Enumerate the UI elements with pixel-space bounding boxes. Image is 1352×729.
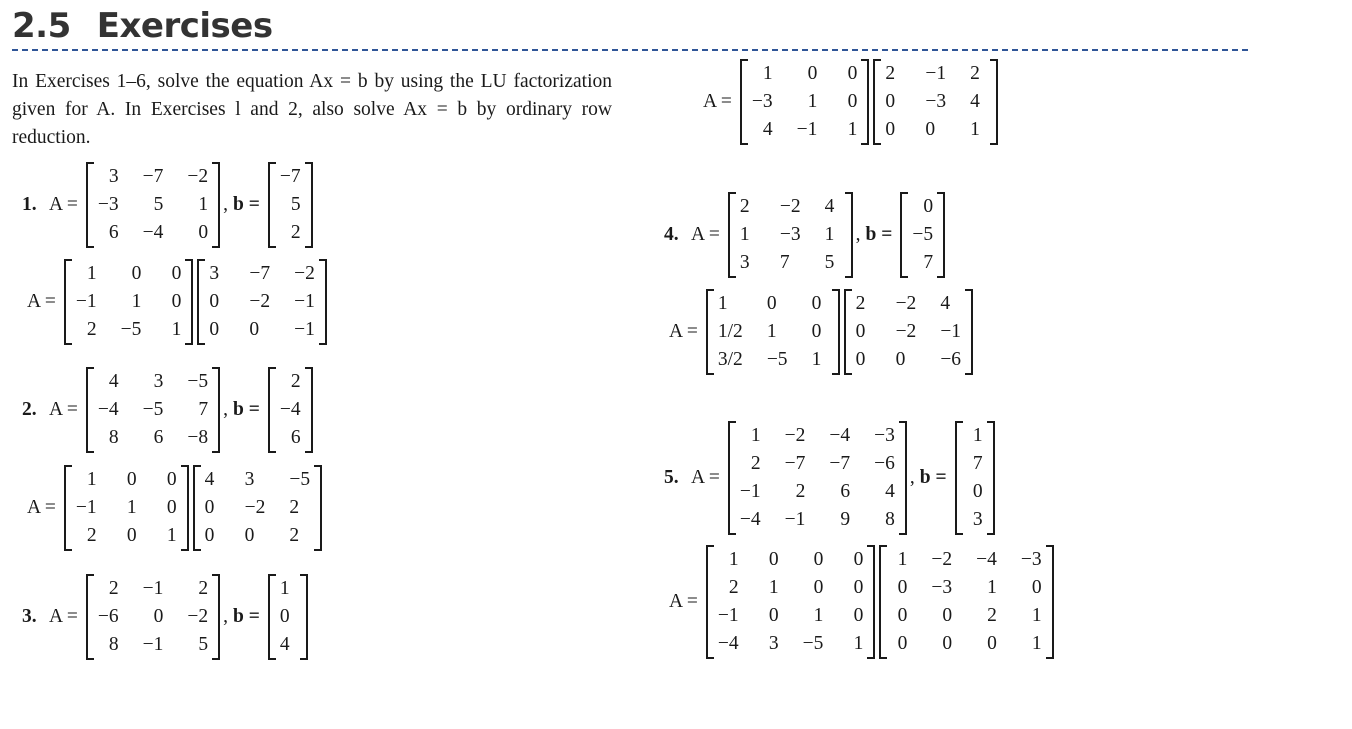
matrix-entry: −1	[796, 119, 818, 140]
a-lhs: A =	[49, 399, 78, 420]
b-lhs: b =	[233, 399, 260, 420]
matrix-entry: −2	[249, 291, 271, 312]
exercise-number: 5.	[664, 467, 679, 488]
matrix-entry: −6	[97, 606, 119, 627]
matrix-entry: 0	[166, 469, 177, 490]
matrix-entry: 1	[987, 577, 997, 598]
matrix-entry: 5	[153, 194, 164, 215]
lu-lhs: A =	[669, 591, 698, 612]
matrix-entry: 7	[923, 252, 934, 273]
matrix-entry: −7	[249, 263, 271, 284]
a-matrix	[728, 195, 853, 275]
section-title	[12, 6, 273, 46]
matrix-entry: 6	[153, 427, 164, 448]
matrix-entry: 0	[126, 469, 137, 490]
lu-lhs: A =	[27, 291, 56, 312]
matrix-entry: 0	[811, 293, 822, 314]
exercise-5-lu	[664, 548, 1054, 656]
matrix-entry: 2	[987, 605, 997, 626]
exercise-5-system	[664, 424, 995, 532]
matrix-entry: −4	[97, 399, 119, 420]
matrix-entry: −5	[142, 399, 164, 420]
matrix-entry: 0	[925, 119, 936, 140]
matrix-entry: 1	[279, 578, 290, 599]
matrix-entry: 0	[171, 291, 182, 312]
matrix-entry: −3	[874, 425, 895, 446]
matrix-entry: 1	[762, 63, 773, 84]
matrix-entry: −4	[279, 399, 301, 420]
matrix-entry: 1	[717, 293, 728, 314]
matrix-entry: 0	[209, 319, 220, 340]
matrix-entry: 0	[855, 349, 866, 370]
matrix-entry: 2	[728, 577, 739, 598]
matrix-entry: 1/2	[717, 321, 743, 342]
l-matrix	[64, 468, 189, 548]
matrix-entry: 7	[972, 453, 983, 474]
matrix-entry: −4	[739, 509, 761, 530]
exercise-1-lu	[22, 262, 327, 342]
matrix-entry: 2	[739, 196, 750, 217]
matrix-entry: 2	[795, 481, 806, 502]
matrix-entry: 1	[897, 549, 908, 570]
matrix-entry: 0	[768, 549, 779, 570]
matrix-entry: −3	[1020, 549, 1042, 570]
l-matrix	[740, 62, 870, 142]
matrix-entry: −6	[874, 453, 895, 474]
a-lhs: A =	[691, 467, 720, 488]
u-matrix	[879, 548, 1053, 656]
matrix-entry: 0	[198, 222, 209, 243]
matrix-entry: 1	[807, 91, 818, 112]
matrix-entry: 1	[972, 425, 983, 446]
matrix-entry: 0	[153, 606, 164, 627]
exercise-2-lu	[22, 468, 322, 548]
matrix-entry: −1	[142, 634, 164, 655]
matrix-entry: 0	[847, 91, 858, 112]
a-matrix	[728, 424, 907, 532]
b-vector	[900, 195, 945, 275]
matrix-entry: 0	[847, 63, 858, 84]
matrix-entry: −5	[187, 371, 209, 392]
matrix-entry: 2	[290, 222, 301, 243]
matrix-entry: −2	[931, 549, 953, 570]
matrix-entry: 1	[768, 577, 779, 598]
matrix-entry: 1	[766, 321, 777, 342]
section-number: 2.5	[12, 6, 71, 46]
matrix-entry: 4	[762, 119, 773, 140]
comma: ,	[223, 606, 229, 627]
a-lhs: A =	[49, 606, 78, 627]
matrix-entry: 0	[813, 549, 824, 570]
matrix-entry: −5	[289, 469, 311, 490]
matrix-entry: 0	[131, 263, 142, 284]
matrix-entry: −4	[976, 549, 997, 570]
l-matrix	[64, 262, 194, 342]
matrix-entry: −1	[717, 605, 739, 626]
matrix-entry: −5	[766, 349, 788, 370]
section-divider	[12, 49, 1248, 51]
matrix-entry: 3	[739, 252, 750, 273]
comma: ,	[909, 467, 915, 488]
matrix-entry: 0	[768, 605, 779, 626]
exercise-number: 3.	[22, 606, 37, 627]
matrix-entry: 0	[1031, 577, 1042, 598]
matrix-entry: 9	[840, 509, 851, 530]
matrix-entry: 0	[853, 605, 864, 626]
matrix-entry: 0	[885, 119, 896, 140]
matrix-entry: −2	[187, 166, 209, 187]
matrix-entry: 4	[824, 196, 835, 217]
comma: ,	[223, 194, 229, 215]
exercise-number: 2.	[22, 399, 37, 420]
comma: ,	[855, 224, 861, 245]
matrix-entry: 6	[290, 427, 301, 448]
u-matrix	[844, 292, 974, 372]
matrix-entry: −7	[279, 166, 301, 187]
matrix-entry: −4	[717, 633, 739, 654]
matrix-entry: 1	[750, 425, 761, 446]
matrix-entry: −7	[784, 453, 806, 474]
matrix-entry: −3	[931, 577, 953, 598]
lu-lhs: A =	[669, 321, 698, 342]
matrix-entry: 0	[204, 525, 215, 546]
matrix-entry: −1	[75, 497, 97, 518]
matrix-entry: 1	[728, 549, 739, 570]
matrix-entry: 4	[940, 293, 951, 314]
matrix-entry: −7	[829, 453, 851, 474]
matrix-entry: −2	[895, 321, 917, 342]
exercise-number: 1.	[22, 194, 37, 215]
matrix-entry: −3	[779, 224, 801, 245]
matrix-entry: −3	[925, 91, 947, 112]
matrix-entry: −6	[940, 349, 962, 370]
matrix-entry: 1	[813, 605, 824, 626]
matrix-entry: 1	[811, 349, 822, 370]
matrix-entry: 2	[855, 293, 866, 314]
matrix-entry: 6	[840, 481, 851, 502]
matrix-entry: 1	[824, 224, 835, 245]
a-matrix	[86, 370, 220, 450]
a-matrix	[86, 165, 220, 245]
matrix-entry: 2	[290, 371, 301, 392]
matrix-entry: 7	[198, 399, 209, 420]
b-lhs: b =	[233, 606, 260, 627]
matrix-entry: 0	[897, 577, 908, 598]
matrix-entry: 2	[289, 497, 300, 518]
matrix-entry: 0	[249, 319, 260, 340]
l-matrix	[706, 548, 876, 656]
matrix-entry: 2	[289, 525, 300, 546]
matrix-entry: 3	[768, 633, 779, 654]
matrix-entry: −1	[294, 319, 315, 340]
matrix-entry: 2	[108, 578, 119, 599]
comma: ,	[223, 399, 229, 420]
l-matrix	[706, 292, 840, 372]
matrix-entry: 1	[131, 291, 142, 312]
matrix-entry: −5	[802, 633, 824, 654]
exercise-4-system	[664, 195, 945, 275]
matrix-entry: −1	[940, 321, 962, 342]
u-matrix	[193, 468, 323, 548]
matrix-entry: −2	[244, 497, 266, 518]
matrix-entry: 0	[897, 633, 908, 654]
matrix-entry: 3	[244, 469, 255, 490]
matrix-entry: 1	[86, 263, 97, 284]
matrix-entry: −1	[739, 481, 761, 502]
matrix-entry: −4	[142, 222, 164, 243]
matrix-entry: 2	[86, 319, 97, 340]
matrix-entry: 8	[108, 634, 119, 655]
matrix-entry: 1	[166, 525, 177, 546]
matrix-entry: 0	[942, 633, 953, 654]
matrix-entry: −2	[294, 263, 315, 284]
matrix-entry: 0	[279, 606, 290, 627]
matrix-entry: 0	[855, 321, 866, 342]
lu-lhs: A =	[27, 497, 56, 518]
matrix-entry: 1	[198, 194, 209, 215]
matrix-entry: 6	[108, 222, 119, 243]
matrix-entry: 2	[970, 63, 980, 84]
lu-lhs: A =	[703, 91, 732, 112]
matrix-entry: −7	[142, 166, 164, 187]
matrix-entry: 3	[209, 263, 220, 284]
matrix-entry: 4	[108, 371, 119, 392]
b-vector	[955, 424, 995, 532]
matrix-entry: −3	[751, 91, 773, 112]
matrix-entry: 0	[209, 291, 220, 312]
intro-paragraph: In Exercises 1–6, solve the equation Ax = b by using the LU factorization given for A. In Exercises l and 2, also solve Ax = b by ordinary row reduction.	[12, 71, 612, 148]
matrix-entry: 0	[813, 577, 824, 598]
exercise-2-system	[22, 370, 313, 450]
matrix-entry: −3	[97, 194, 119, 215]
matrix-entry: 0	[897, 605, 908, 626]
matrix-entry: 0	[853, 577, 864, 598]
matrix-entry: 1	[126, 497, 137, 518]
matrix-entry: 0	[885, 91, 896, 112]
matrix-entry: 5	[824, 252, 835, 273]
matrix-entry: 4	[279, 634, 290, 655]
matrix-entry: 0	[171, 263, 182, 284]
matrix-entry: 1	[739, 224, 750, 245]
exercise-3-system	[22, 577, 308, 657]
b-vector	[268, 577, 308, 657]
matrix-entry: −2	[187, 606, 209, 627]
matrix-entry: 0	[853, 549, 864, 570]
matrix-entry: 4	[885, 481, 895, 502]
matrix-entry: −2	[895, 293, 917, 314]
matrix-entry: 2	[86, 525, 97, 546]
matrix-entry: −4	[829, 425, 851, 446]
matrix-entry: −2	[779, 196, 801, 217]
matrix-entry: 3	[153, 371, 164, 392]
matrix-entry: 1	[847, 119, 858, 140]
matrix-entry: 5	[198, 634, 209, 655]
matrix-entry: 1	[1031, 633, 1042, 654]
matrix-entry: −5	[912, 224, 934, 245]
b-lhs: b =	[865, 224, 893, 245]
matrix-entry: 0	[895, 349, 906, 370]
a-lhs: A =	[691, 224, 720, 245]
matrix-entry: 0	[811, 321, 822, 342]
section-heading: Exercises	[96, 6, 273, 46]
matrix-entry: −1	[75, 291, 97, 312]
matrix-entry: −1	[784, 509, 806, 530]
matrix-entry: 3	[108, 166, 119, 187]
a-lhs: A =	[49, 194, 78, 215]
matrix-entry: 4	[204, 469, 215, 490]
exercise-top-right-lu	[698, 62, 998, 142]
matrix-entry: 0	[972, 481, 983, 502]
matrix-entry: −1	[142, 578, 164, 599]
matrix-entry: 1	[970, 119, 980, 140]
matrix-entry: 0	[766, 293, 777, 314]
exercise-4-lu	[664, 292, 973, 372]
matrix-entry: 0	[204, 497, 215, 518]
matrix-entry: 0	[244, 525, 255, 546]
matrix-entry: 0	[126, 525, 137, 546]
b-vector	[268, 370, 313, 450]
b-lhs: b =	[919, 467, 947, 488]
matrix-entry: 0	[807, 63, 818, 84]
matrix-entry: 2	[198, 578, 209, 599]
matrix-entry: 1	[853, 633, 864, 654]
matrix-entry: 5	[290, 194, 301, 215]
exercise-1-system	[22, 165, 313, 245]
matrix-entry: 2	[885, 63, 896, 84]
matrix-entry: −1	[925, 63, 947, 84]
matrix-entry: 3/2	[717, 349, 743, 370]
matrix-entry: 1	[1031, 605, 1042, 626]
matrix-entry: 4	[970, 91, 980, 112]
matrix-entry: 1	[86, 469, 97, 490]
matrix-entry: 8	[108, 427, 119, 448]
matrix-entry: 3	[972, 509, 983, 530]
u-matrix	[197, 262, 327, 342]
u-matrix	[873, 62, 998, 142]
matrix-entry: −1	[294, 291, 315, 312]
matrix-entry: 0	[923, 196, 934, 217]
matrix-entry: 8	[885, 509, 895, 530]
matrix-entry: 0	[166, 497, 177, 518]
matrix-entry: 2	[750, 453, 761, 474]
matrix-entry: 0	[987, 633, 997, 654]
matrix-entry: −2	[784, 425, 806, 446]
b-lhs: b =	[233, 194, 260, 215]
matrix-entry: −5	[120, 319, 142, 340]
exercise-number: 4.	[664, 224, 679, 245]
matrix-entry: 7	[779, 252, 790, 273]
matrix-entry: −8	[187, 427, 209, 448]
matrix-entry: 0	[942, 605, 953, 626]
a-matrix	[86, 577, 220, 657]
b-vector	[268, 165, 313, 245]
matrix-entry: 1	[171, 319, 182, 340]
